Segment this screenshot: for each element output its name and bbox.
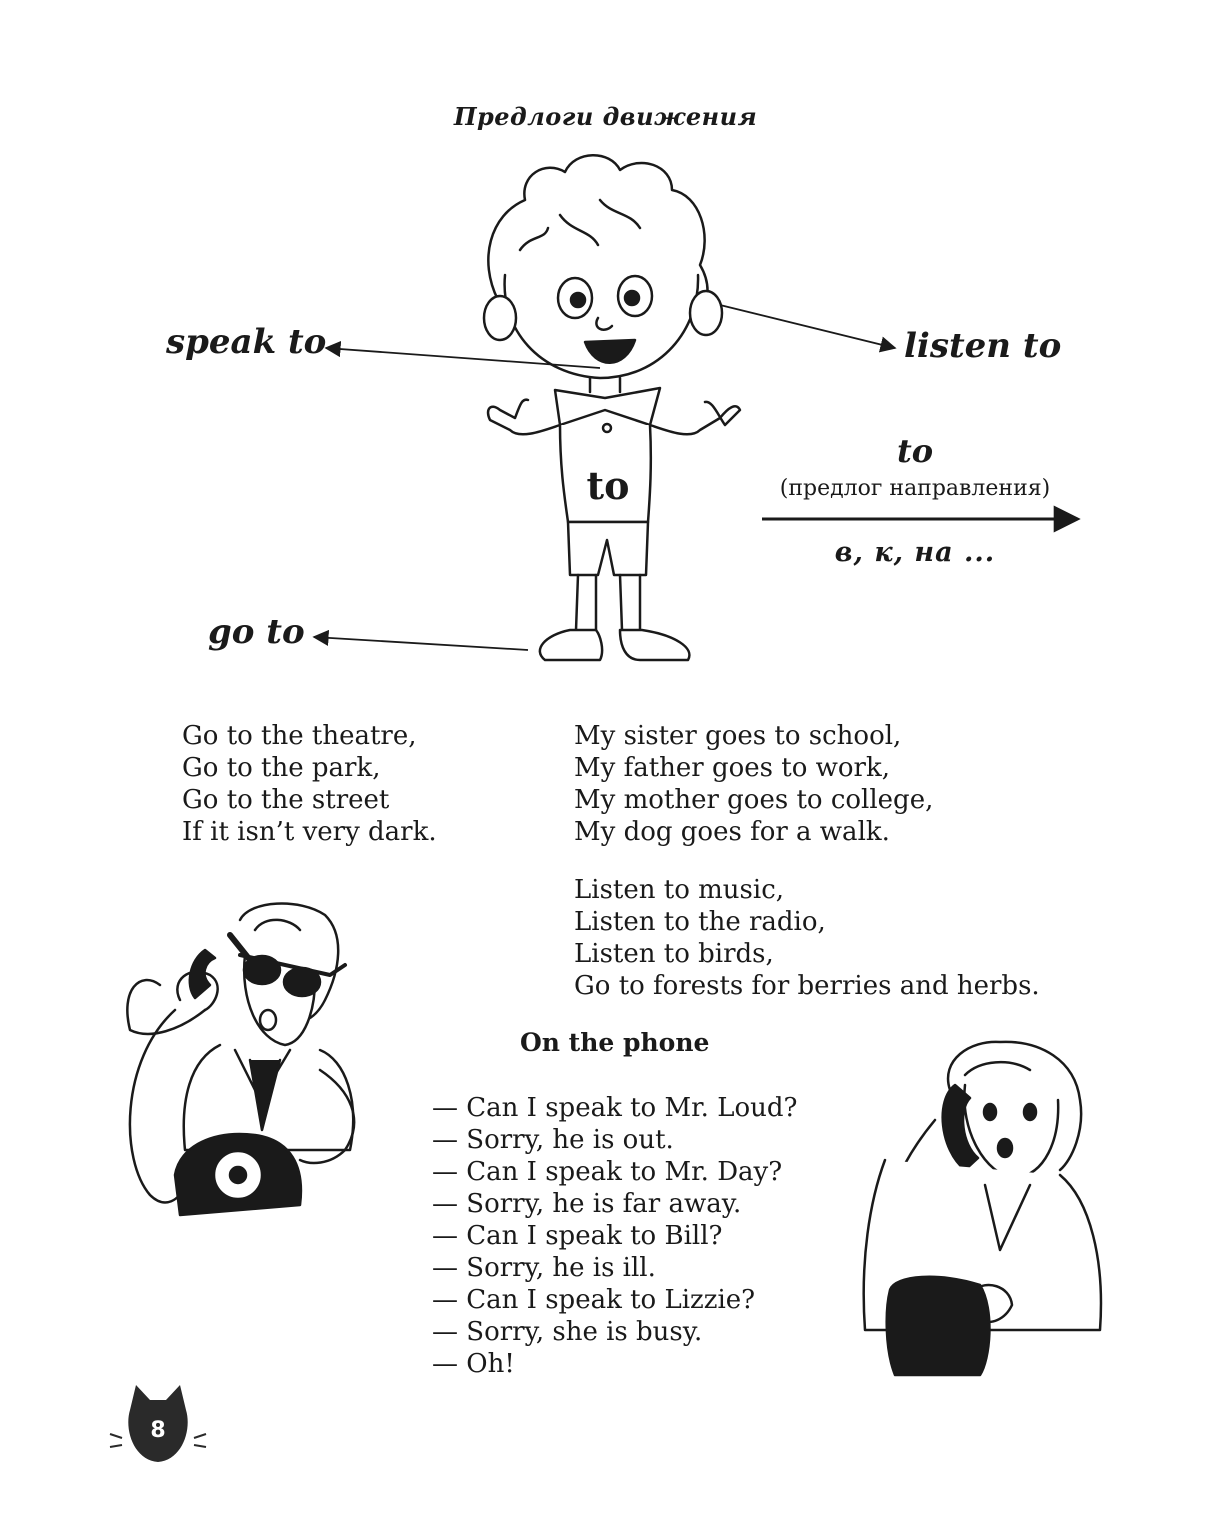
poem-right-stanza-1: [574, 720, 933, 848]
direction-translation: в, к, на ...: [834, 537, 996, 568]
poem-line: My sister goes to school,: [574, 721, 902, 751]
poem-line: If it isn’t very dark.: [182, 817, 437, 847]
poem-right-stanza-2: [574, 874, 1040, 1002]
poem-line: Listen to music,: [574, 875, 785, 905]
poem-line: Go to the street: [182, 785, 390, 815]
poem-line: Listen to the radio,: [574, 907, 826, 937]
poem-line: Go to the park,: [182, 753, 381, 783]
dialog-line: — Can I speak to Mr. Day?: [432, 1157, 783, 1187]
dialog-line: — Sorry, he is far away.: [432, 1189, 742, 1219]
direction-word: to: [896, 432, 934, 470]
boy-illustration: [484, 155, 740, 660]
poem-line: My dog goes for a walk.: [574, 817, 890, 847]
woman-phone-left-illustration: [127, 904, 354, 1215]
dialog-line: — Can I speak to Lizzie?: [432, 1285, 756, 1315]
woman-phone-right-illustration: [864, 1042, 1101, 1375]
poem-line: My father goes to work,: [574, 753, 890, 783]
poem-line: Listen to birds,: [574, 939, 774, 969]
dialog-line: — Oh!: [432, 1349, 515, 1379]
poem-line: Go to forests for berries and herbs.: [574, 971, 1040, 1001]
page-number: 8: [150, 1418, 166, 1443]
shirt-label: to: [586, 463, 630, 508]
dialog-line: — Sorry, he is ill.: [432, 1253, 656, 1283]
label-go-to: go to: [208, 612, 305, 652]
label-listen-to: listen to: [904, 326, 1062, 366]
dialog-line: — Can I speak to Mr. Loud?: [432, 1093, 798, 1123]
dialog-lines: [432, 1092, 797, 1380]
label-speak-to: speak to: [166, 322, 327, 362]
poem-line: My mother goes to college,: [574, 785, 934, 815]
listen-to-arrow: [720, 305, 895, 348]
direction-description: (предлог направления): [779, 476, 1051, 501]
poem-left: [182, 720, 437, 848]
go-to-arrow: [314, 637, 528, 650]
poem-line: Go to the theatre,: [182, 721, 417, 751]
dialog-line: — Sorry, he is out.: [432, 1125, 674, 1155]
page-title: Предлоги движения: [453, 102, 758, 131]
dialog-line: — Can I speak to Bill?: [432, 1221, 723, 1251]
dialog-line: — Sorry, she is busy.: [432, 1317, 703, 1347]
dialog-heading: On the phone: [520, 1028, 710, 1057]
